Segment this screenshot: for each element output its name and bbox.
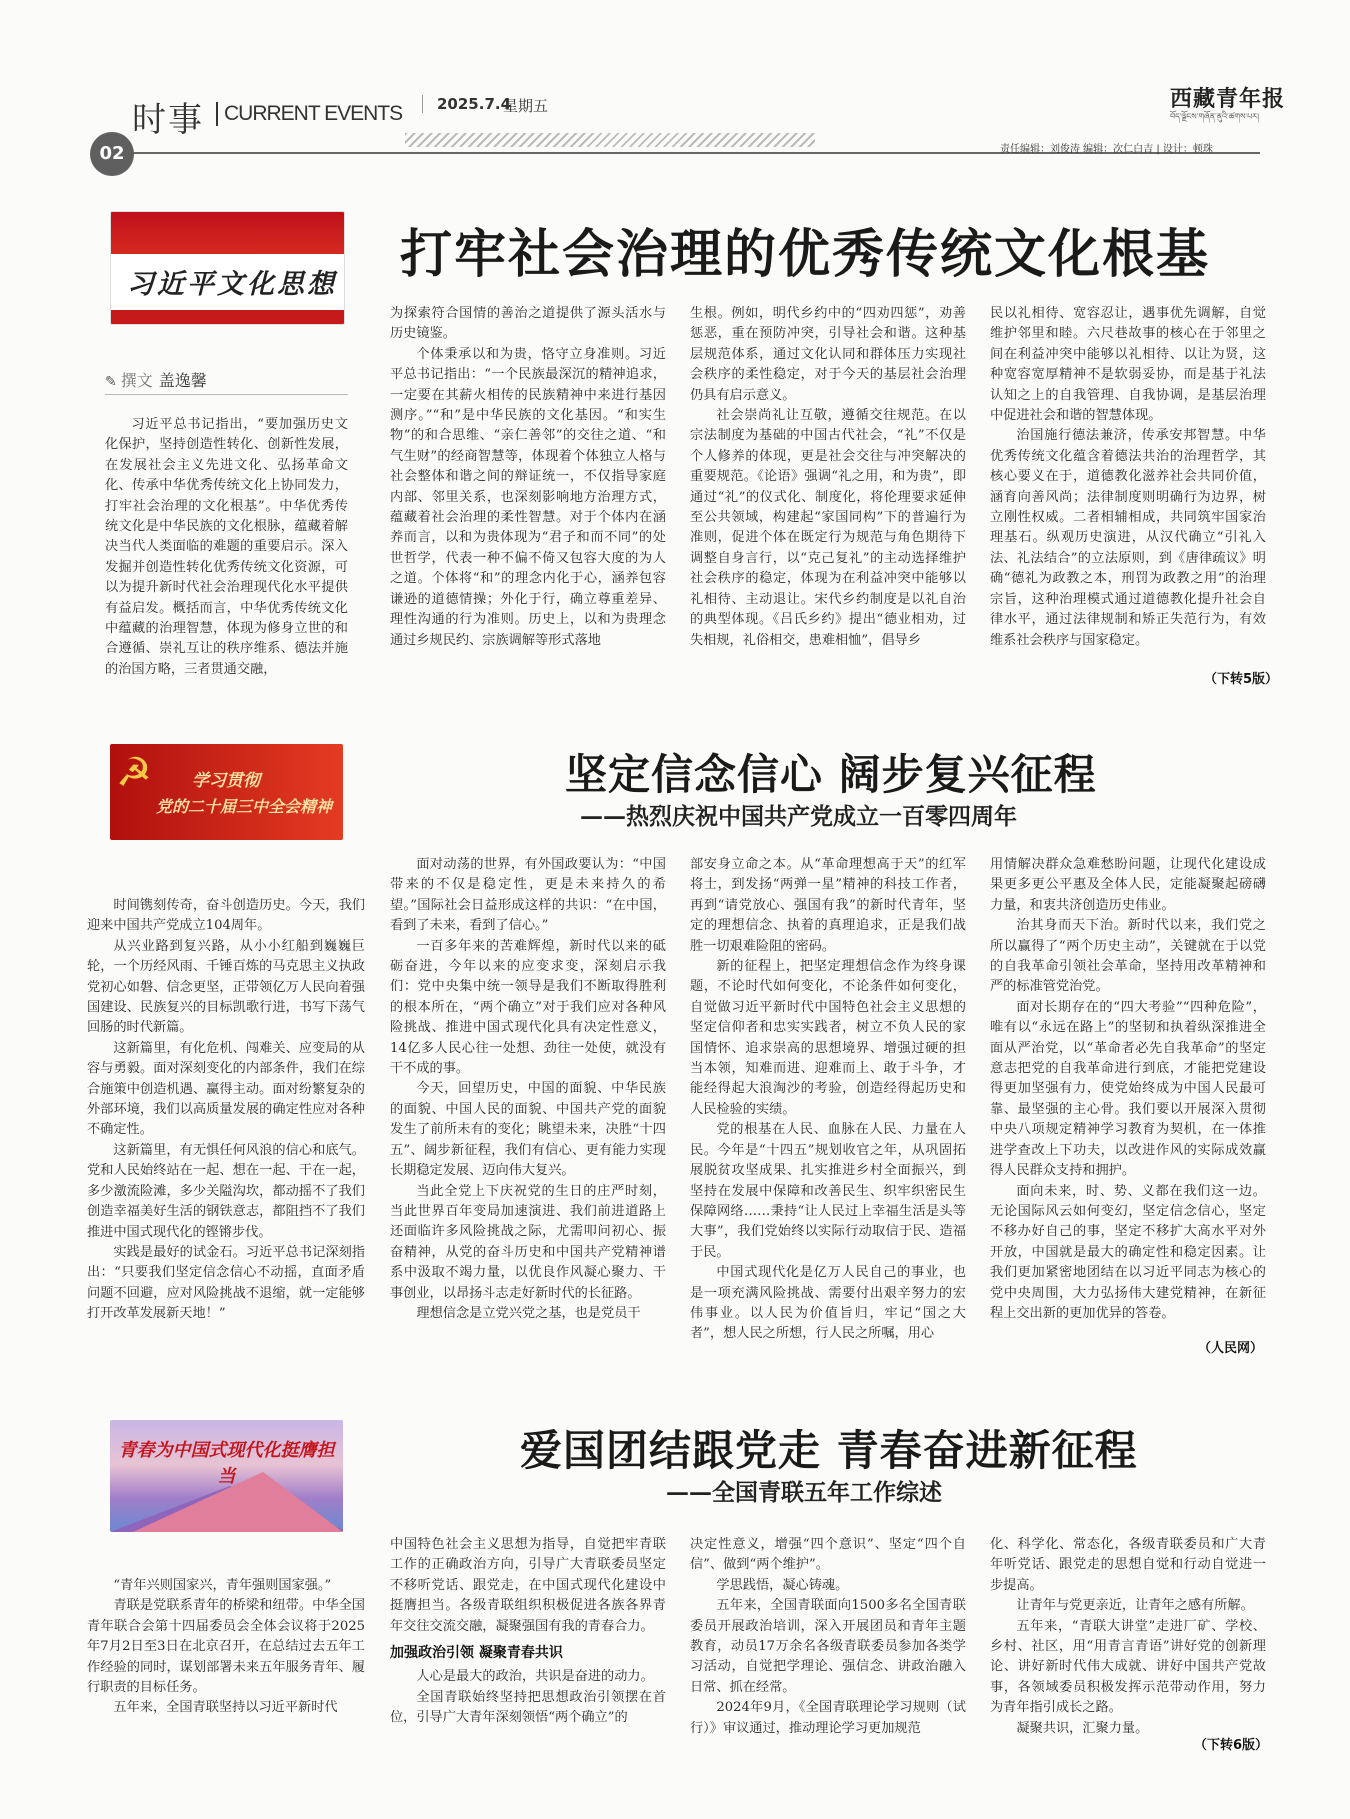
paragraph: 实践是最好的试金石。习近平总书记深刻指出：“只要我们坚定信念信心不动摇，直面矛盾问题不回避，应对风险挑战不退缩，就一定能够打开改革发展新天地！” (87, 1244, 365, 1322)
column-banner-third-plenum (110, 744, 343, 840)
paragraph: 生根。例如，明代乡约中的“四劝四惩”，劝善惩恶，重在预防冲突，引导社会和谐。这种基层规范体系，通过文化认同和群体压力实现社会秩序的柔性稳定，对于今天的基层社会治理仍具有启示意义。 (690, 306, 966, 403)
paragraph: 社会崇尚礼让互敬，遵循交往规范。在以宗法制度为基础的中国古代社会，“礼”不仅是个人修养的体现，更是社会交往与冲突解决的重要规范。《论语》强调“礼之用，和为贵”，即通过“礼”的仪式化、制度化，将伦理要求延伸至公共领域，构建起“家国同构”下的普遍行为准则，促进个体在既定行为规范与角色期待下调整自身言行，以“克己复礼”的主动选择维护社会秩序的稳定，体现为在利益冲突中能够以礼相待、主动退让。宋代乡约制度是以礼自治的典型体现。《吕氏乡约》提出“德业相劝，过失相规，礼俗相交，患难相恤”，倡导乡 (690, 408, 966, 648)
paragraph: 五年来，“青联大讲堂”走进厂矿、学校、乡村、社区，用“用青言青语”讲好党的创新理论、讲好新时代伟大成就、讲好中国共产党故事，各领域委员积极发挥示范带动作用，努力为青年指引成长之路。 (990, 1618, 1266, 1716)
paragraph: 凝聚共识，汇聚力量。 (1016, 1720, 1149, 1736)
article1-column-3 (690, 304, 966, 686)
paragraph: 五年来，全国青联坚持以习近平新时代 (113, 1700, 338, 1716)
paragraph: “青年兴则国家兴，青年强则国家强。” (113, 1578, 332, 1593)
banner-line-2: 党的二十届三中全会精神 (156, 797, 333, 816)
paper-name: 西藏青年报 (1170, 86, 1286, 112)
banner-text: 习近平文化思想 (127, 269, 337, 300)
party-emblem-icon: ☭ (116, 750, 152, 796)
article2-column-4 (990, 855, 1266, 1335)
paragraph: 理想信念是立党兴党之基，也是党员干 (416, 1305, 641, 1321)
article1-column-4 (990, 304, 1266, 686)
banner-line-1: 学习贯彻 (192, 771, 260, 791)
paragraph: 人心是最大的政治，共识是奋进的动力。 (416, 1669, 654, 1685)
paragraph: 2024年9月，《全国青联理论学习规则（试行）》审议通过，推动理论学习更加规范 (690, 1700, 966, 1736)
paragraph: 面对长期存在的“四大考验”“四种危险”，唯有以“永远在路上”的坚韧和执着纵深推进全面从严治党，以“革命者必先自我革命”的坚定意志把党的自我革命进行到底，才能把党建设得更加坚强有力，使党始终成为中国人民最可靠、最坚强的主心骨。我们要以开展深入贯彻中央八项规定精神学习教育为契机，在一体推进学查改上下功夫，以改进作风的实际成效赢得人民群众支持和拥护。 (990, 999, 1266, 1179)
column-banner-culture-thought (110, 211, 345, 325)
paragraph: 当此全党上下庆祝党的生日的庄严时刻，当此世界百年变局加速演进、我们前进道路上还面临许多风险挑战之际，尤需叩问初心、振奋精神，从党的奋斗历史和中国共产党精神谱系中汲取不竭力量，以优良作风凝心聚力、干事创业，以昂扬斗志走好新时代的长征路。 (390, 1183, 666, 1301)
paragraph: 新的征程上，把坚定理想信念作为终身课题，不论时代如何变化，不论条件如何变化，自觉做习近平新时代中国特色社会主义思想的坚定信仰者和忠实实践者，树立不负人民的家国情怀、追求崇高的思想境界、增强过硬的担当本领，知难而进、迎难而上、敢于斗争，才能经得起大浪淘沙的考验，创造经得起历史和人民检验的实绩。 (690, 959, 966, 1117)
article3-subtitle: ——全国青联五年工作综述 (666, 1479, 942, 1506)
paragraph: 面向未来，时、势、义都在我们这一边。无论国际风云如何变幻，坚定信念信心，坚定不移办好自己的事，坚定不移扩大高水平对外开放，中国就是最大的确定性和稳定因素。让我们更加紧密地团结在以习近平同志为核心的党中央周围，大力弘扬伟大建党精神，在新征程上交出新的更加优异的答卷。 (990, 1183, 1266, 1321)
paragraph: 治国施行德法兼济，传承安邦智慧。中华优秀传统文化蕴含着德法共治的治理哲学，其核心要义在于，道德教化滋养社会共同价值，涵育向善风尚；法律制度则明确行为边界，树立刚性权威。二者相辅相成，共同筑牢国家治理基石。纵观历史演进，从汉代确立“引礼入法、礼法结合”的立法原则，到《唐律疏议》明确“德礼为政教之本，刑罚为政教之用”的治理宗旨，这种治理模式通过道德教化提升社会自律水平，通过法律规制和矫正失范行为，有效维系社会秩序与国家稳定。 (990, 428, 1266, 648)
article3-column-3 (690, 1535, 966, 1751)
paragraph: 五年来，全国青联面向1500多名全国青联委员开展政治培训，深入开展团员和青年主题教育，动员17万余名各级青联委员参加各类学习活动，自觉把学理论、强信念、讲政治融入日常、抓在经常。 (690, 1598, 966, 1695)
paragraph: 今天，回望历史，中国的面貌、中华民族的面貌、中国人民的面貌、中国共产党的面貌发生了前所未有的变化；眺望未来，决胜“十四五”、阔步新征程，我们有信心、更有能力实现长期稳定发展、迈向伟大复兴。 (390, 1081, 666, 1179)
article2-column-3 (690, 855, 966, 1355)
issue-weekday: 星期五 (503, 97, 549, 115)
article3-subheading: 加强政治引领 凝聚青春共识 (390, 1645, 563, 1662)
paragraph: 面对动荡的世界，有外国政要认为：“中国带来的不仅是稳定性，更是未来持久的希望。”国际社会日益形成这样的共识：“在中国，看到了未来，看到了信心。” (390, 857, 666, 934)
paragraph: 习近平总书记指出，“要加强历史文化保护，坚持创造性转化、创新性发展，在发展社会主义先进文化、弘扬革命文化、传承中华优秀传统文化上协同发力，打牢社会治理的文化根基”。中华优秀传统文化是中华民族的文化根脉，蕴藏着解决当代人类面临的难题的重要启示。深入发掘并创造性转化优秀传统文化资源，可以为提升新时代社会治理现代化水平提供有益启发。概括而言，中华优秀传统文化中蕴藏的治理智慧，体现为修身立世的和合遵循、崇礼互让的秩序维系、德法并施的治国方略，三者贯通交融， (105, 417, 348, 677)
byline-label: 撰文 (120, 371, 153, 390)
paragraph: 这新篇里，有化危机、闯难关、应变局的从容与勇毅。面对深刻变化的内部条件，我们在综合施策中创造机遇、赢得主动。面对纷繁复杂的外部环境，我们以高质量发展的确定性应对各种不确定性。 (87, 1040, 365, 1138)
paper-name-tibetan: བོད་ལྗོངས་གཞོན་ནུའི་ཚགས་པར། (1170, 112, 1259, 121)
article2-subtitle: ——热烈庆祝中国共产党成立一百零四周年 (580, 803, 1017, 830)
paragraph: 党的根基在人民、血脉在人民、力量在人民。今年是“十四五”规划收官之年，从巩固拓展脱贫攻坚成果、扎实推进乡村全面振兴，到坚持在发展中保障和改善民生、织牢织密民生保障网络……秉持“让人民过上幸福生活是头等大事”，我们党始终以实际行动取信于民、造福于民。 (690, 1122, 966, 1260)
article2-column-2 (390, 855, 666, 1355)
paragraph: 决定性意义，增强“四个意识”、坚定“四个自信”、做到“两个维护”。 (690, 1537, 966, 1573)
article3-column-2 (390, 1535, 666, 1751)
editor-credits: 责任编辑：刘俊涛 编辑：次仁白吉 | 设计：顿珠 (1000, 144, 1213, 155)
paragraph: 这新篇里，有无惧任何风浪的信心和底气。党和人民始终站在一起、想在一起、干在一起，多少激流险滩，多少关隘沟坎，都动摇不了我们创造幸福美好生活的钢铁意志，都阻挡不了我们推进中国式现代化的铿锵步伐。 (87, 1142, 365, 1240)
paragraph: 让青年与党更亲近，让青年之感有所解。 (1016, 1598, 1254, 1614)
paragraph: 时间镌刻传奇，奋斗创造历史。今天，我们迎来中国共产党成立104周年。 (87, 898, 365, 934)
article2-title: 坚定信念信心 阔步复兴征程 (565, 750, 1097, 799)
paragraph: 青联是党联系青年的桥梁和纽带。中华全国青年联合会第十四届委员会全体会议将于2025年7月2日至3日在北京召开，在总结过去五年工作经验的同时，谋划部署未来五年服务青年、履行职责的目标任务。 (87, 1598, 365, 1696)
banner-red-bottom (111, 310, 344, 324)
paragraph: 一百多年来的苦难辉煌，新时代以来的砥砺奋进，今年以来的应变求变，深刻启示我们：党中央集中统一领导是我们不断取得胜利的根本所在，“两个确立”对于我们应对各种风险挑战、推进中国式现代化具有决定性意义，14亿多人民心往一处想、劲往一处使，就没有干不成的事。 (390, 938, 666, 1077)
article1-column-1 (105, 415, 348, 685)
paragraph: 个体秉承以和为贵，恪守立身准则。习近平总书记指出：“一个民族最深沉的精神追求，一定要在其薪火相传的民族精神中来进行基因测序。”“和”是中华民族的文化基因。“和实生物”的和合思维、“亲仁善邻”的交往之道、“和气生财”的经商智慧等，体现着个体独立人格与社会整体和谐之间的辩证统一，不仅指导家庭内部、邻里关系，也深刻影响地方治理方式，蕴藏着社会治理的柔性智慧。对于个体内在涵养而言，以和为贵体现为“君子和而不同”的处世哲学，代表一种不偏不倚又包容大度的为人之道。个体将“和”的理念内化于心，涵养包容谦逊的道德情操；外化于行，确立尊重差异、理性沟通的行为准则。历史上，以和为贵理念通过乡规民约、宗族调解等形式落地 (390, 346, 666, 648)
article3-title: 爱国团结跟党走 青春奋进新征程 (520, 1426, 1138, 1475)
pen-icon: ✎ (105, 374, 117, 390)
article1-byline (105, 368, 207, 391)
author-name: 盖逸馨 (158, 371, 207, 390)
page-number-badge: 02 (90, 132, 134, 176)
byline-rule (105, 394, 348, 395)
banner-red-top (111, 212, 344, 254)
header-hatch-decoration (405, 133, 815, 147)
issue-date: 2025.7.4 (422, 95, 511, 113)
paragraph: 部安身立命之本。从“革命理想高于天”的红军将士，到发扬“两弹一星”精神的科技工作者，再到“请党放心、强国有我”的新时代青年，坚定的理想信念、执着的真理追求，正是我们战胜一切艰难险阻的密码。 (690, 857, 966, 954)
banner-text: 青春为中国式现代化挺膺担当 (118, 1440, 335, 1487)
paragraph: 全国青联始终坚持把思想政治引领摆在首位，引导广大青年深刻领悟“两个确立”的 (390, 1689, 666, 1726)
paragraph: 学思践悟，凝心铸魂。 (716, 1577, 849, 1593)
paragraph: 用情解决群众急难愁盼问题，让现代化建设成果更多更公平惠及全体人民，定能凝聚起磅礴力量，和衷共济创造历史伟业。 (990, 857, 1266, 913)
section-name-en: CURRENT EVENTS (216, 102, 402, 126)
article3-continued-note: （下转6版） (1190, 1734, 1268, 1753)
paragraph: 中国特色社会主义思想为指导，自觉把牢青联工作的正确政治方向，引导广大青联委员坚定不移听党话、跟党走，在中国式现代化建设中挺膺担当。各级青联组织积极促进各族各界青年交往交流交融，凝聚强国有我的青春合力。 (390, 1537, 666, 1634)
section-name: 时事 (132, 100, 204, 140)
article2-column-1 (87, 896, 365, 1356)
paragraph: 从兴业路到复兴路，从小小红船到巍巍巨轮，一个历经风雨、千锤百炼的马克思主义执政党初心如磐、信念更坚，正带领亿万人民向着强国建设、民族复兴的目标凯歌行进，书写下荡气回肠的时代新篇。 (87, 938, 365, 1036)
article3-column-1 (87, 1576, 365, 1751)
article1-column-2 (390, 304, 666, 686)
column-banner-youth (110, 1420, 343, 1532)
paragraph: 治其身而天下治。新时代以来，我们党之所以赢得了“两个历史主动”，关键就在于以党的自我革命引领社会革命，坚持用改革精神和严的标准管党治党。 (990, 918, 1266, 995)
article2-source: （人民网） (1198, 1341, 1264, 1356)
article3-column-4 (990, 1535, 1266, 1751)
paragraph: 民以礼相待、宽容忍让，遇事优先调解，自觉维护邻里和睦。六尺巷故事的核心在于邻里之间在利益冲突中能够以礼相待、以让为贤，这种宽容宽厚精神不是软弱妥协，而是基于礼法认知之上的自我管理、自我协调，是基层治理中促进社会和谐的智慧体现。 (990, 306, 1266, 424)
paragraph: 化、科学化、常态化，各级青联委员和广大青年听党话、跟党走的思想自觉和行动自觉进一步提高。 (990, 1537, 1266, 1593)
article1-continued-note: （下转5版） (1200, 668, 1278, 687)
article1-title: 打牢社会治理的优秀传统文化根基 (400, 225, 1211, 285)
paragraph: 为探索符合国情的善治之道提供了源头活水与历史镜鉴。 (390, 306, 666, 342)
paragraph: 中国式现代化是亿万人民自己的事业，也是一项充满风险挑战、需要付出艰辛努力的宏伟事业。以人民为价值旨归，牢记“国之大者”，想人民之所想，行人民之所嘱，用心 (690, 1265, 966, 1342)
